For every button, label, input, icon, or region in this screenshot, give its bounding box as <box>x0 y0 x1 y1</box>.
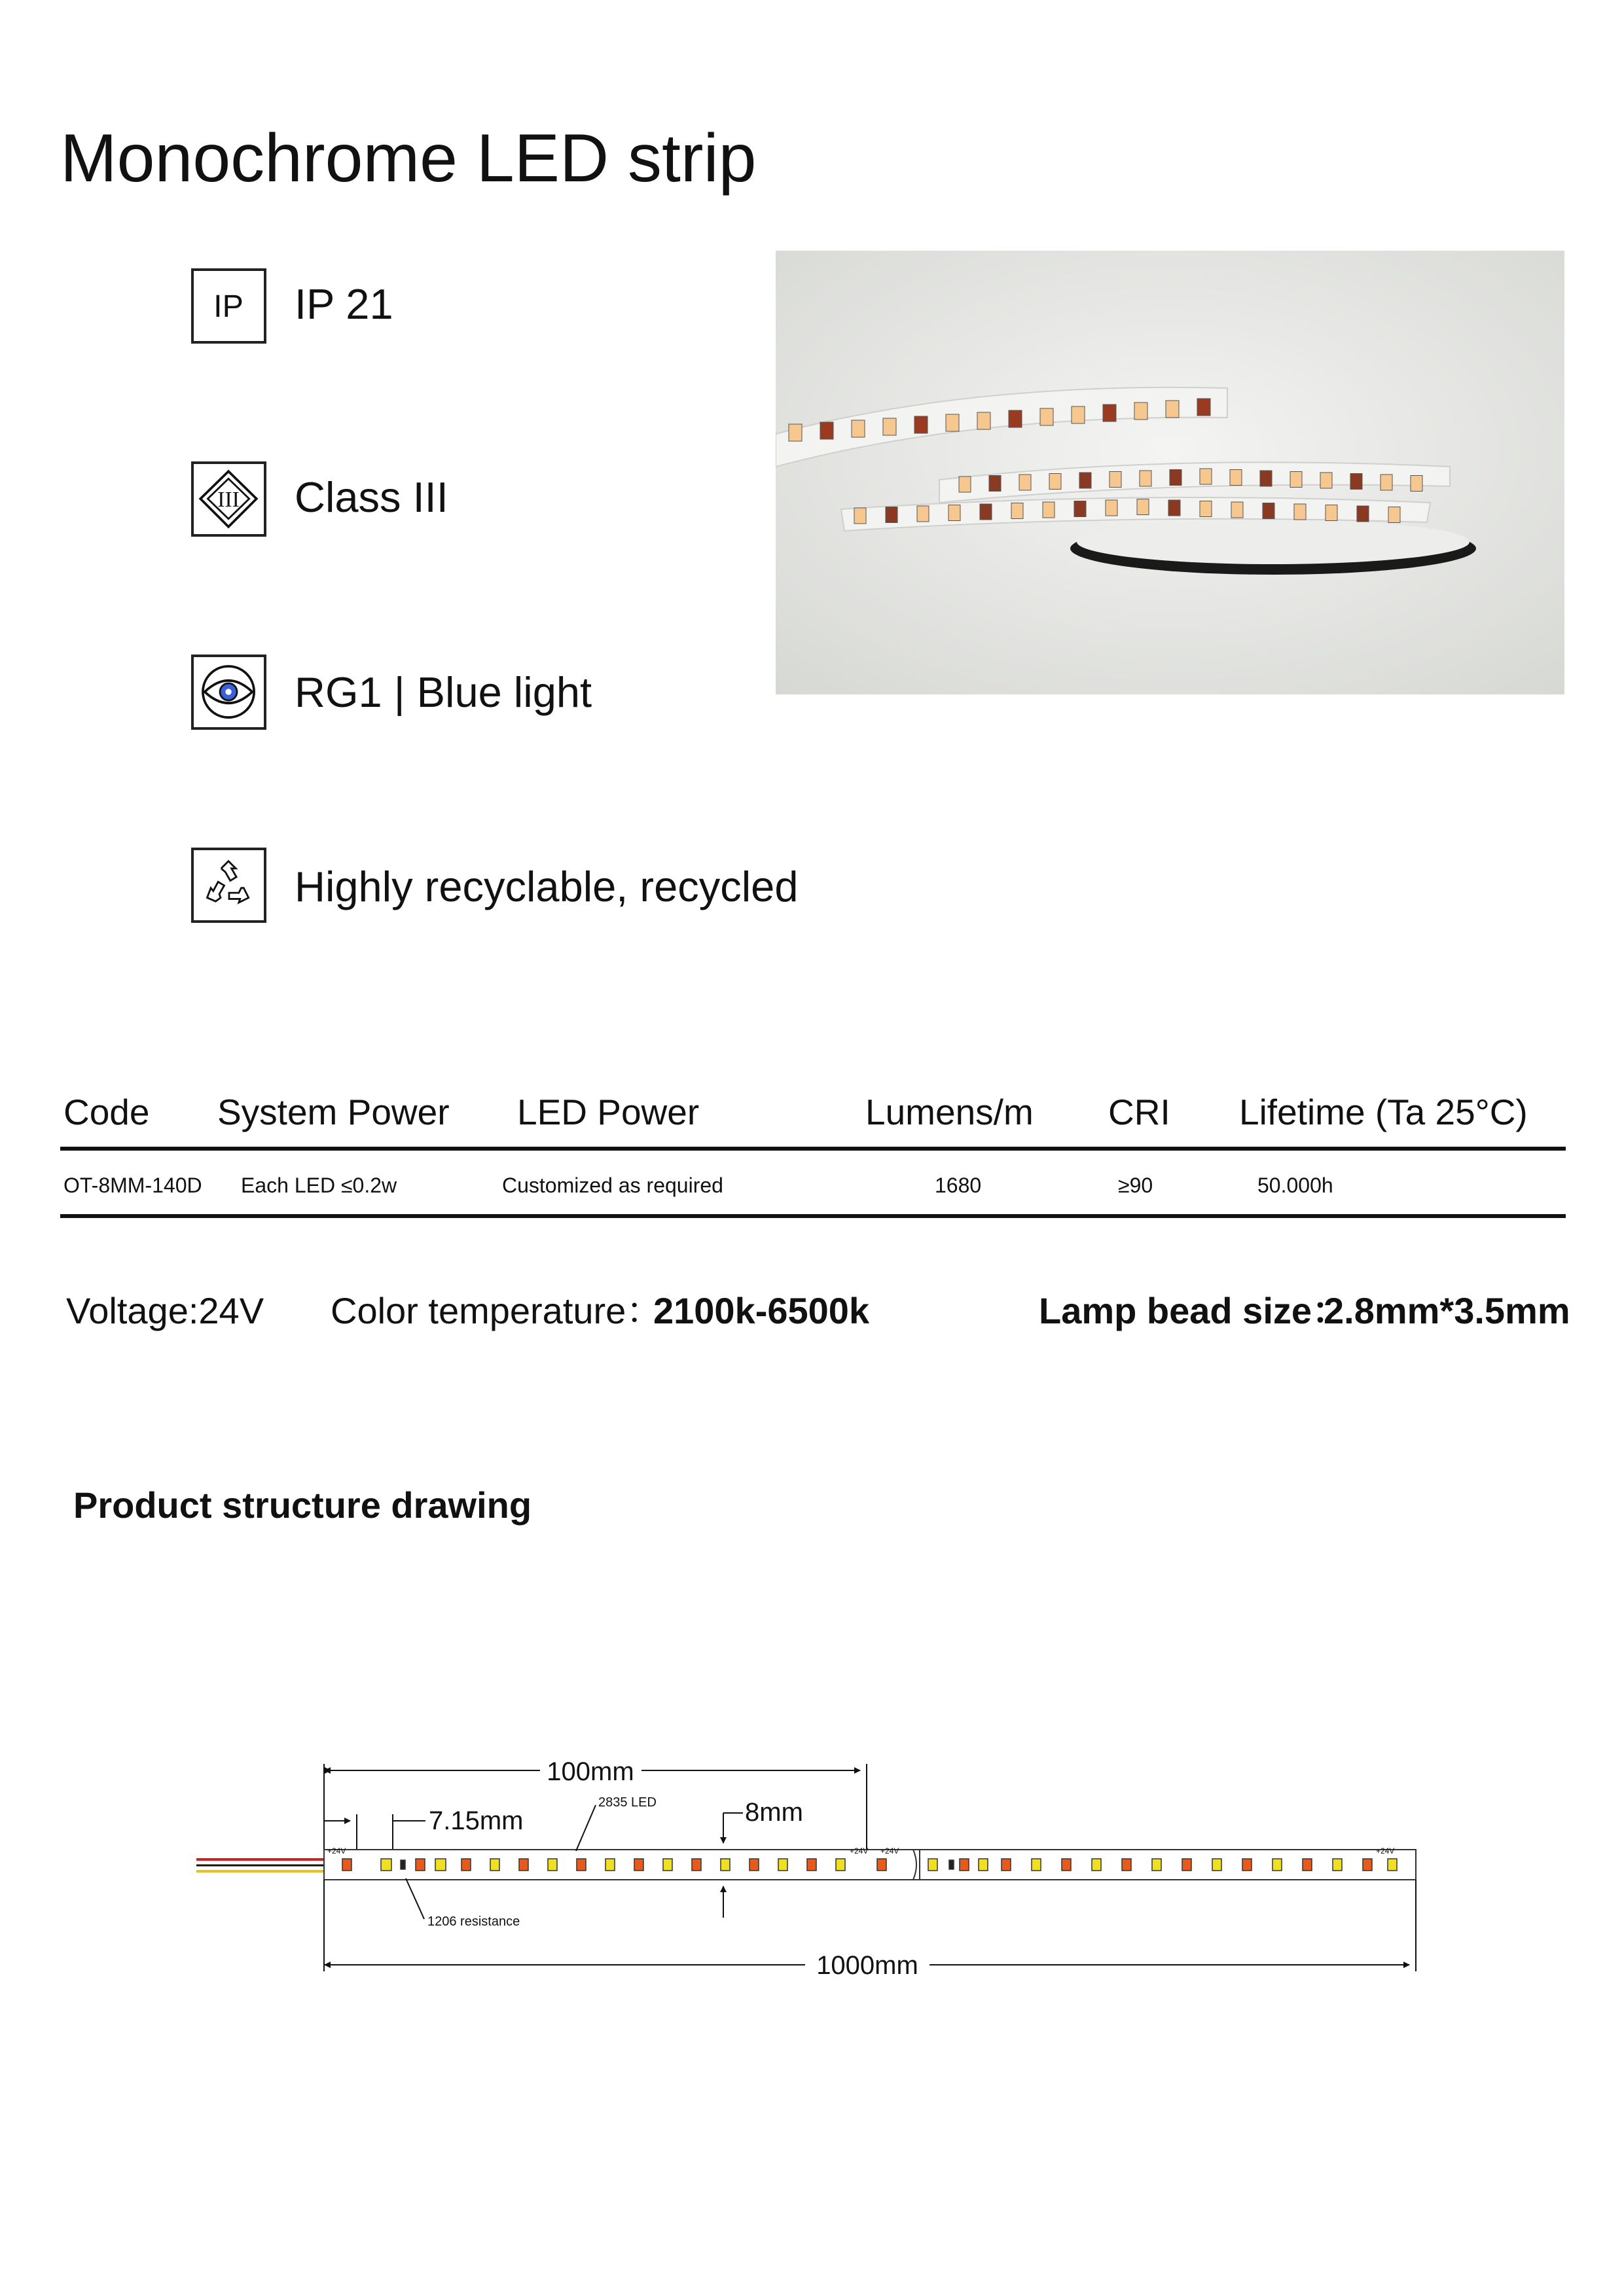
photo-led <box>1380 475 1392 490</box>
feature-label-ip: IP 21 <box>295 280 393 328</box>
photo-led <box>1106 500 1117 516</box>
dim-total-label: 1000mm <box>816 1951 918 1980</box>
pad-label-mid-b: +24V <box>880 1846 899 1856</box>
photo-led <box>1072 406 1085 423</box>
led-2835 <box>721 1859 730 1871</box>
resistor-1206 <box>342 1859 352 1871</box>
table-cell-cri: ≥90 <box>1118 1174 1153 1197</box>
led-2835 <box>435 1859 446 1871</box>
table-header-lifetime: Lifetime (Ta 25°C) <box>1239 1092 1528 1132</box>
pad-label-end: +24V <box>1376 1846 1395 1856</box>
led-2835 <box>605 1859 615 1871</box>
photo-led <box>1260 471 1272 486</box>
photo-led <box>1043 502 1055 518</box>
resistor-1206 <box>634 1859 643 1871</box>
photo-led <box>946 414 959 431</box>
table-header-led-power: LED Power <box>517 1092 700 1132</box>
photo-led <box>1231 502 1243 518</box>
led-callout-label: 2835 LED <box>598 1795 657 1810</box>
resistor-1206 <box>1001 1859 1011 1871</box>
dim-width-label: 8mm <box>745 1798 803 1827</box>
resistor-1206 <box>960 1859 969 1871</box>
resistor-1206 <box>577 1859 586 1871</box>
led-2835 <box>1212 1859 1221 1871</box>
dim-section-label: 100mm <box>547 1757 634 1786</box>
photo-led <box>1388 507 1400 523</box>
color-temperature-label: Color temperature： <box>331 1290 663 1331</box>
photo-led <box>1200 469 1212 484</box>
resistor-callout-label: 1206 resistance <box>427 1914 520 1929</box>
bead-size-value: 2.8mm*3.5mm <box>1324 1290 1570 1331</box>
eye-icon <box>191 655 266 730</box>
resistor-1206 <box>416 1859 425 1871</box>
table-header-cri: CRI <box>1108 1092 1170 1132</box>
section-title: Product structure drawing <box>73 1484 532 1526</box>
dim-pitch-label: 7.15mm <box>429 1806 524 1835</box>
photo-led <box>1294 504 1306 520</box>
photo-led <box>980 504 992 520</box>
pad-label-start: +24V <box>327 1846 346 1856</box>
led-2835 <box>1333 1859 1342 1871</box>
photo-led <box>789 424 802 441</box>
photo-led <box>989 476 1001 492</box>
resistor-1206 <box>519 1859 528 1871</box>
resistor-1206 <box>877 1859 886 1871</box>
photo-led <box>1320 473 1332 488</box>
photo-led <box>1166 401 1179 418</box>
led-2835 <box>663 1859 672 1871</box>
feature-label-class: Class III <box>295 473 448 521</box>
page-title: Monochrome LED strip <box>60 120 757 196</box>
photo-led <box>1357 506 1369 522</box>
resistor-1206 <box>461 1859 471 1871</box>
resistor-1206 <box>1122 1859 1131 1871</box>
photo-led <box>1326 505 1337 521</box>
feature-label-blue-light: RG1 | Blue light <box>295 668 592 716</box>
led-2835 <box>1388 1859 1397 1871</box>
table-cell-lumens: 1680 <box>935 1174 982 1197</box>
photo-led <box>1137 499 1149 515</box>
photo-led <box>1200 501 1212 517</box>
led-2835 <box>381 1859 391 1871</box>
led-2835 <box>836 1859 845 1871</box>
photo-led <box>1170 470 1182 486</box>
feature-label-recyclable: Highly recyclable, recycled <box>295 863 799 910</box>
led-2835 <box>979 1859 988 1871</box>
voltage-text: Voltage:24V <box>66 1290 264 1331</box>
photo-led <box>886 507 897 523</box>
table-cell-led-power: Customized as required <box>502 1174 723 1197</box>
svg-text:III: III <box>217 488 240 512</box>
class-iii-icon <box>191 461 266 537</box>
photo-led <box>1103 404 1116 422</box>
photo-led <box>917 506 929 522</box>
table-rule-bottom <box>60 1214 1566 1218</box>
photo-led <box>959 476 971 492</box>
recycle-icon <box>191 848 266 923</box>
led-2835 <box>548 1859 557 1871</box>
ip-rating-icon <box>191 268 266 344</box>
photo-led <box>1049 474 1061 490</box>
photo-led <box>820 422 833 439</box>
table-header-system-power: System Power <box>217 1092 450 1132</box>
table-header-code: Code <box>63 1092 150 1132</box>
pad-label-mid-a: +24V <box>850 1846 869 1856</box>
color-temperature-value: 2100k-6500k <box>653 1290 870 1331</box>
photo-led <box>914 416 928 433</box>
led-2835 <box>1272 1859 1282 1871</box>
photo-led <box>1079 473 1091 488</box>
bead-size-label: Lamp bead size： <box>1039 1290 1349 1331</box>
photo-led <box>977 412 990 429</box>
led-2835 <box>490 1859 499 1871</box>
led-2835 <box>1032 1859 1041 1871</box>
resistor-1206 <box>807 1859 816 1871</box>
photo-led <box>883 418 896 435</box>
led-2835 <box>928 1859 937 1871</box>
photo-led <box>1140 471 1151 486</box>
photo-led <box>1074 501 1086 517</box>
photo-led <box>1290 472 1302 488</box>
structure-drawing <box>190 1741 1434 1990</box>
table-header-lumens: Lumens/m <box>865 1092 1034 1132</box>
photo-led <box>948 505 960 521</box>
table-cell-lifetime: 50.000h <box>1257 1174 1333 1197</box>
resistor-1206 <box>1182 1859 1191 1871</box>
photo-led <box>1110 472 1121 488</box>
resistor-1206 <box>949 1860 954 1869</box>
resistor-1206 <box>749 1859 759 1871</box>
photo-led <box>1011 503 1023 519</box>
resistor-1206 <box>1242 1859 1252 1871</box>
photo-led <box>1168 500 1180 516</box>
led-strip-photo <box>776 251 1564 694</box>
photo-led <box>1009 410 1022 427</box>
table-cell-system-power: Each LED ≤0.2w <box>241 1174 397 1197</box>
led-2835 <box>778 1859 787 1871</box>
photo-led <box>1411 476 1422 492</box>
photo-led <box>1230 470 1242 486</box>
resistor-1206 <box>1363 1859 1372 1871</box>
photo-led <box>852 420 865 437</box>
photo-led <box>1019 475 1031 490</box>
resistor-1206 <box>1062 1859 1071 1871</box>
resistor-1206 <box>1303 1859 1312 1871</box>
led-2835 <box>1092 1859 1101 1871</box>
table-rule-top <box>60 1147 1566 1151</box>
photo-led <box>1350 474 1362 490</box>
photo-led <box>1263 503 1274 519</box>
svg-text:IP: IP <box>213 288 244 324</box>
photo-led <box>1134 403 1147 420</box>
photo-led <box>854 508 866 524</box>
photo-led <box>1040 408 1053 425</box>
photo-led <box>1197 399 1210 416</box>
resistor-1206 <box>692 1859 701 1871</box>
resistor-1206 <box>401 1860 405 1869</box>
led-2835 <box>1152 1859 1161 1871</box>
table-cell-code: OT-8MM-140D <box>63 1174 202 1197</box>
